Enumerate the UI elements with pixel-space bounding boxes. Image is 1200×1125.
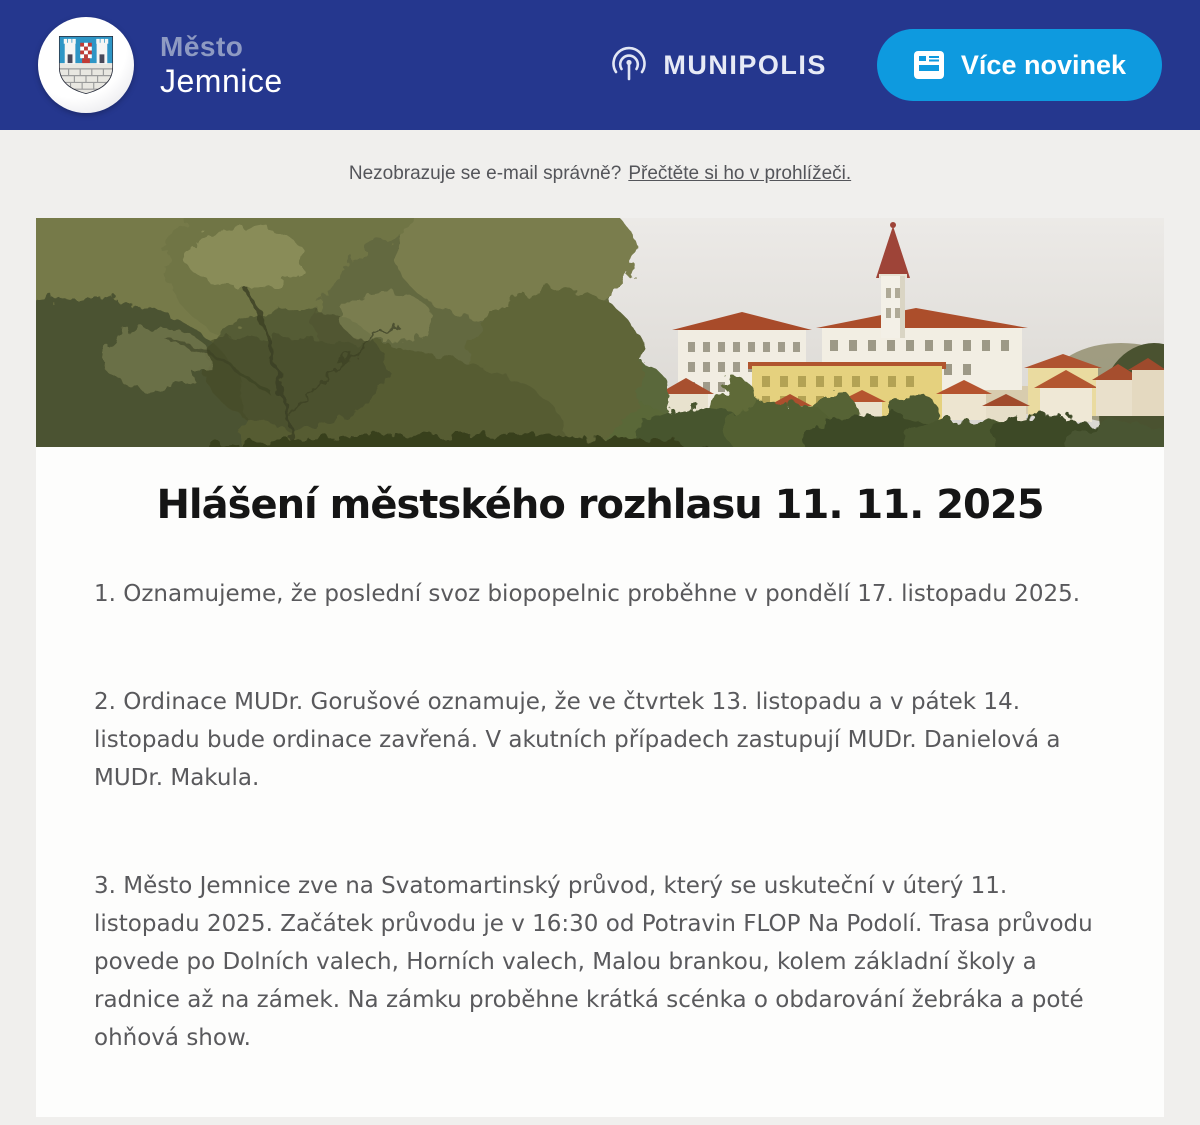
- brand-name-prefix: Město: [160, 30, 244, 62]
- view-in-browser-bar: [0, 130, 1200, 218]
- header-right: [607, 29, 1162, 101]
- announcement-paragraph-3: 3. Město Jemnice zve na Svatomartinský průvod, který se uskuteční v úterý 11. listopadu 2025. Začátek průvodu je v 16:30 od Potravin FLOP Na Podolí. Trasa průvodu povede po Dolních valech, Horních valech, Malou brankou, kolem základní školy a radnice až na zámek. Na zámku proběhne krátká scénka o obdarování žebráka a poté ohňová show.: [94, 873, 1093, 1051]
- more-news-button-label: Více novinek: [960, 49, 1126, 80]
- town-crest-icon: [57, 34, 115, 96]
- email-header: [0, 0, 1200, 130]
- announcement-article: [36, 447, 1164, 1117]
- town-logo[interactable]: [38, 17, 283, 113]
- email-card: [36, 218, 1164, 1117]
- brand-name-town: Jemnice: [160, 62, 283, 99]
- view-in-browser-question: Nezobrazuje se e-mail správně?: [348, 163, 622, 184]
- page-title: Hlášení městského rozhlasu 11. 11. 2025: [156, 482, 1044, 528]
- town-panorama-illustration: [36, 218, 1164, 447]
- broadcast-icon: [607, 43, 651, 87]
- announcement-paragraph-1: 1. Oznamujeme, že poslední svoz biopopelnic proběhne v pondělí 17. listopadu 2025.: [94, 581, 1081, 607]
- brand-text: [160, 31, 283, 100]
- town-panorama-photo: [36, 218, 1164, 447]
- newspaper-icon: [913, 49, 945, 81]
- announcement-paragraph-2: 2. Ordinace MUDr. Gorušové oznamuje, že ve čtvrtek 13. listopadu a v pátek 14. listopadu bude ordinace zavřená. V akutních případech zastupují MUDr. Danielová a MUDr. Makula.: [94, 689, 1061, 791]
- munipolis-logo[interactable]: [607, 43, 827, 87]
- view-in-browser-link[interactable]: Přečtěte si ho v prohlížeči.: [628, 163, 852, 184]
- munipolis-label: MUNIPOLIS: [663, 49, 827, 80]
- town-crest-badge: [38, 17, 134, 113]
- more-news-button[interactable]: [877, 29, 1162, 101]
